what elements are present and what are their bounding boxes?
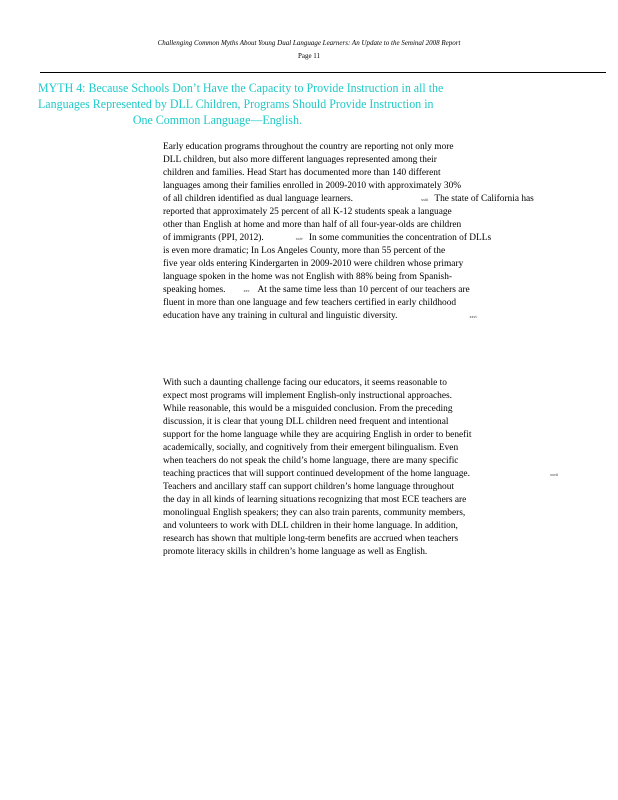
text-line: research has shown that multiple long-term benefits are accrued when teachers <box>163 534 459 544</box>
endnote-marker: xxv <box>243 288 250 293</box>
text-segment: In some communities the concentration of DLLs <box>308 233 492 243</box>
text-line: and volunteers to work with DLL children in their home language. In addition, <box>163 521 458 531</box>
endnote-marker: xxvi <box>469 314 477 319</box>
text-line <box>163 284 534 297</box>
text-line: other than English at home and more than half of all four-year-olds are children <box>163 220 462 230</box>
text-line: when teachers do not speak the child’s home language, there are many specific <box>163 456 459 466</box>
text-line: academically, socially, and cognitively from their emergent bilingualism. Even <box>163 443 459 453</box>
text-line <box>163 193 534 206</box>
header-rule <box>40 72 606 73</box>
text-segment: of immigrants (PPI, 2012). <box>163 233 264 243</box>
heading-line: One Common Language—English. <box>132 112 302 127</box>
text-line: fluent in more than one language and few teachers certified in early childhood <box>163 298 457 308</box>
heading-line: MYTH 4: Because Schools Don’t Have the Capacity to Provide Instruction in all the <box>38 80 444 95</box>
text-line: Teachers and ancillary staff can support children’s home language throughout <box>163 482 454 492</box>
text-line: the day in all kinds of learning situations recognizing that most ECE teachers are <box>163 495 467 505</box>
text-line: promote literacy skills in children’s home language as well as English. <box>163 547 428 557</box>
myth-heading <box>38 80 444 128</box>
text-line: DLL children, but also more different languages represented among their <box>163 155 437 165</box>
endnote-marker: xxiv <box>295 236 303 241</box>
text-segment: speaking homes. <box>163 285 226 295</box>
text-line: language spoken in the home was not English with 88% being from Spanish- <box>163 272 453 282</box>
page-number: Page 11 <box>297 52 321 60</box>
text-line <box>163 232 534 245</box>
text-line: support for the home language while they are acquiring English in order to benefit <box>163 430 472 440</box>
text-segment: education have any training in cultural and linguistic diversity. <box>163 311 398 321</box>
text-line: is even more dramatic; In Los Angeles County, more than 55 percent of the <box>163 246 446 256</box>
text-segment: At the same time less than 10 percent of our teachers are <box>257 285 470 295</box>
text-line: discussion, it is clear that young DLL children need frequent and intentional <box>163 417 449 427</box>
text-line: reported that approximately 25 percent of all K-12 students speak a language <box>163 207 452 217</box>
text-line: monolingual English speakers; they can also train parents, community members, <box>163 508 466 518</box>
text-line: languages among their families enrolled in 2009-2010 with approximately 30% <box>163 181 462 191</box>
paragraph-2 <box>163 377 558 559</box>
text-line: While reasonable, this would be a misguided conclusion. From the preceding <box>163 404 453 414</box>
endnote-marker: xxvii <box>549 472 559 477</box>
paragraph-1 <box>163 141 534 323</box>
text-line <box>163 468 558 481</box>
text-segment: teaching practices that will support continued development of the home language. <box>163 469 470 479</box>
text-segment: The state of California has <box>434 194 534 204</box>
running-header-title: Challenging Common Myths About Young Dual Language Learners: An Update to the Seminal 2008 Report <box>157 39 461 47</box>
endnote-marker: xxiii <box>421 197 429 202</box>
text-line: expect most programs will implement English-only instructional approaches. <box>163 391 452 401</box>
text-segment: of all children identified as dual language learners. <box>163 194 354 204</box>
text-line: With such a daunting challenge facing our educators, it seems reasonable to <box>163 378 447 388</box>
heading-line: Languages Represented by DLL Children, Programs Should Provide Instruction in <box>38 96 434 111</box>
text-line: five year olds entering Kindergarten in 2009-2010 were children whose primary <box>163 259 464 269</box>
text-line: children and families. Head Start has documented more than 140 different <box>163 168 441 178</box>
text-line: Early education programs throughout the country are reporting not only more <box>163 142 454 152</box>
text-line <box>163 310 534 323</box>
